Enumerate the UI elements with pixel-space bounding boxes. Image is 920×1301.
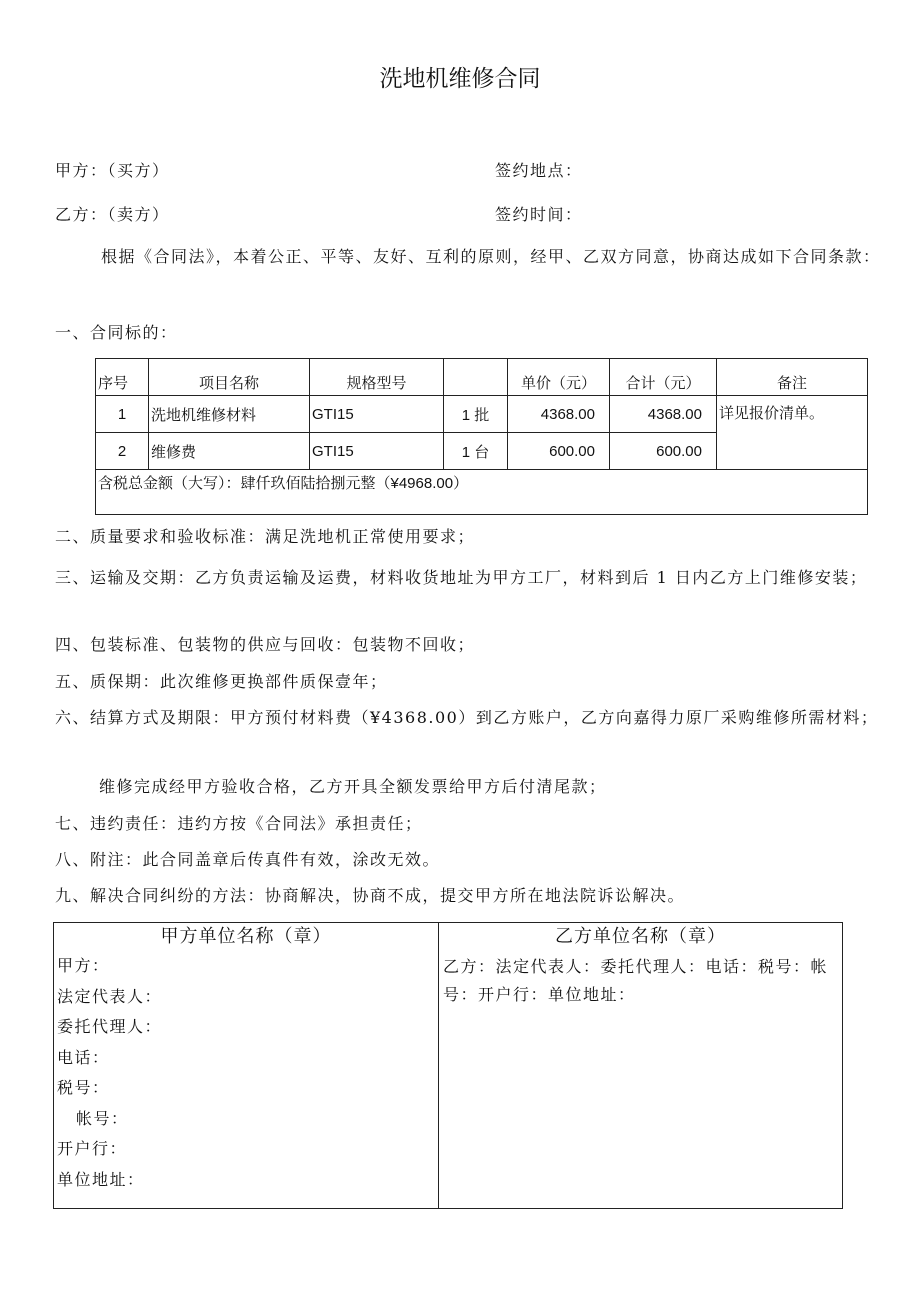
clause-9: 九、解决合同纠纷的方法：协商解决，协商不成，提交甲方所在地法院诉讼解决。 <box>55 886 686 905</box>
party-a-stamp-header: 甲方单位名称（章） <box>160 926 332 947</box>
header-unit-price: 单价（元） <box>508 359 610 396</box>
clause-1: 一、合同标的： <box>55 323 178 342</box>
row-unit-price: 4368.00 <box>508 396 610 433</box>
party-a-field: 委托代理人： <box>57 1017 163 1036</box>
party-a-field: 开户行： <box>57 1139 128 1158</box>
clause-5: 五、质保期：此次维修更换部件质保壹年； <box>55 672 388 691</box>
grand-total: 含税总金额（大写）：肆仟玖佰陆拾捌元整（¥4968.00） <box>96 470 868 515</box>
row-no: 1 <box>96 396 149 433</box>
header-note: 备注 <box>717 359 868 396</box>
row-unit-price: 600.00 <box>508 433 610 470</box>
row-qty: 1 批 <box>444 396 508 433</box>
party-b-fields: 乙方：法定代表人：委托代理人：电话：税号：帐号：开户行：单位地址： <box>443 957 829 1004</box>
sign-place-label: 签约地点： <box>495 161 583 180</box>
row-qty: 1 台 <box>444 433 508 470</box>
header-total: 合计（元） <box>610 359 717 396</box>
party-b-signature-block <box>439 923 843 1209</box>
items-header-row <box>96 359 868 396</box>
header-qty <box>444 359 508 396</box>
row-model: GTI15 <box>310 433 444 470</box>
row-name: 维修费 <box>149 433 310 470</box>
party-a-field: 甲方： <box>57 956 110 975</box>
header-name: 项目名称 <box>149 359 310 396</box>
row-total: 4368.00 <box>610 396 717 433</box>
clause-8: 八、附注：此合同盖章后传真件有效，涂改无效。 <box>55 850 441 869</box>
party-a-signature-block <box>54 923 439 1209</box>
items-table <box>95 358 868 515</box>
document-title: 洗地机维修合同 <box>379 66 541 92</box>
party-a-label: 甲方：（买方） <box>55 161 170 180</box>
row-no: 2 <box>96 433 149 470</box>
row-total: 600.00 <box>610 433 717 470</box>
grand-total-row <box>96 470 868 515</box>
header-model: 规格型号 <box>310 359 444 396</box>
table-row <box>96 396 868 433</box>
sign-time-label: 签约时间： <box>495 205 583 224</box>
clause-2: 二、质量要求和验收标准：满足洗地机正常使用要求； <box>55 527 476 546</box>
clause-6-continued: 维修完成经甲方验收合格，乙方开具全额发票给甲方后付清尾款； <box>99 777 607 796</box>
clause-7: 七、违约责任：违约方按《合同法》承担责任； <box>55 814 423 833</box>
party-a-field: 帐号： <box>76 1108 129 1128</box>
row-note: 详见报价清单。 <box>717 396 868 470</box>
row-name: 洗地机维修材料 <box>149 396 310 433</box>
clause-3: 三、运输及交期：乙方负责运输及运费，材料收货地址为甲方工厂，材料到后 1 日内乙方上门维修安装； <box>55 568 868 587</box>
clause-6: 六、结算方式及期限：甲方预付材料费（¥4368.00）到乙方账户，乙方向嘉得力原厂采购维修所需材料； <box>55 708 879 727</box>
row-model: GTI15 <box>310 396 444 433</box>
party-a-field: 税号： <box>57 1078 110 1097</box>
signature-table <box>53 922 843 1209</box>
intro-paragraph: 根据《合同法》，本着公正、平等、友好、互利的原则，经甲、乙双方同意，协商达成如下合同条款： <box>101 247 881 266</box>
party-a-field: 法定代表人： <box>57 986 163 1006</box>
party-a-field: 电话： <box>57 1047 110 1067</box>
party-a-field: 单位地址： <box>57 1169 145 1189</box>
party-b-label: 乙方：（卖方） <box>55 205 170 224</box>
party-b-stamp-header: 乙方单位名称（章） <box>555 926 726 947</box>
clause-4: 四、包装标准、包装物的供应与回收：包装物不回收； <box>55 635 476 654</box>
header-no: 序号 <box>96 359 149 396</box>
